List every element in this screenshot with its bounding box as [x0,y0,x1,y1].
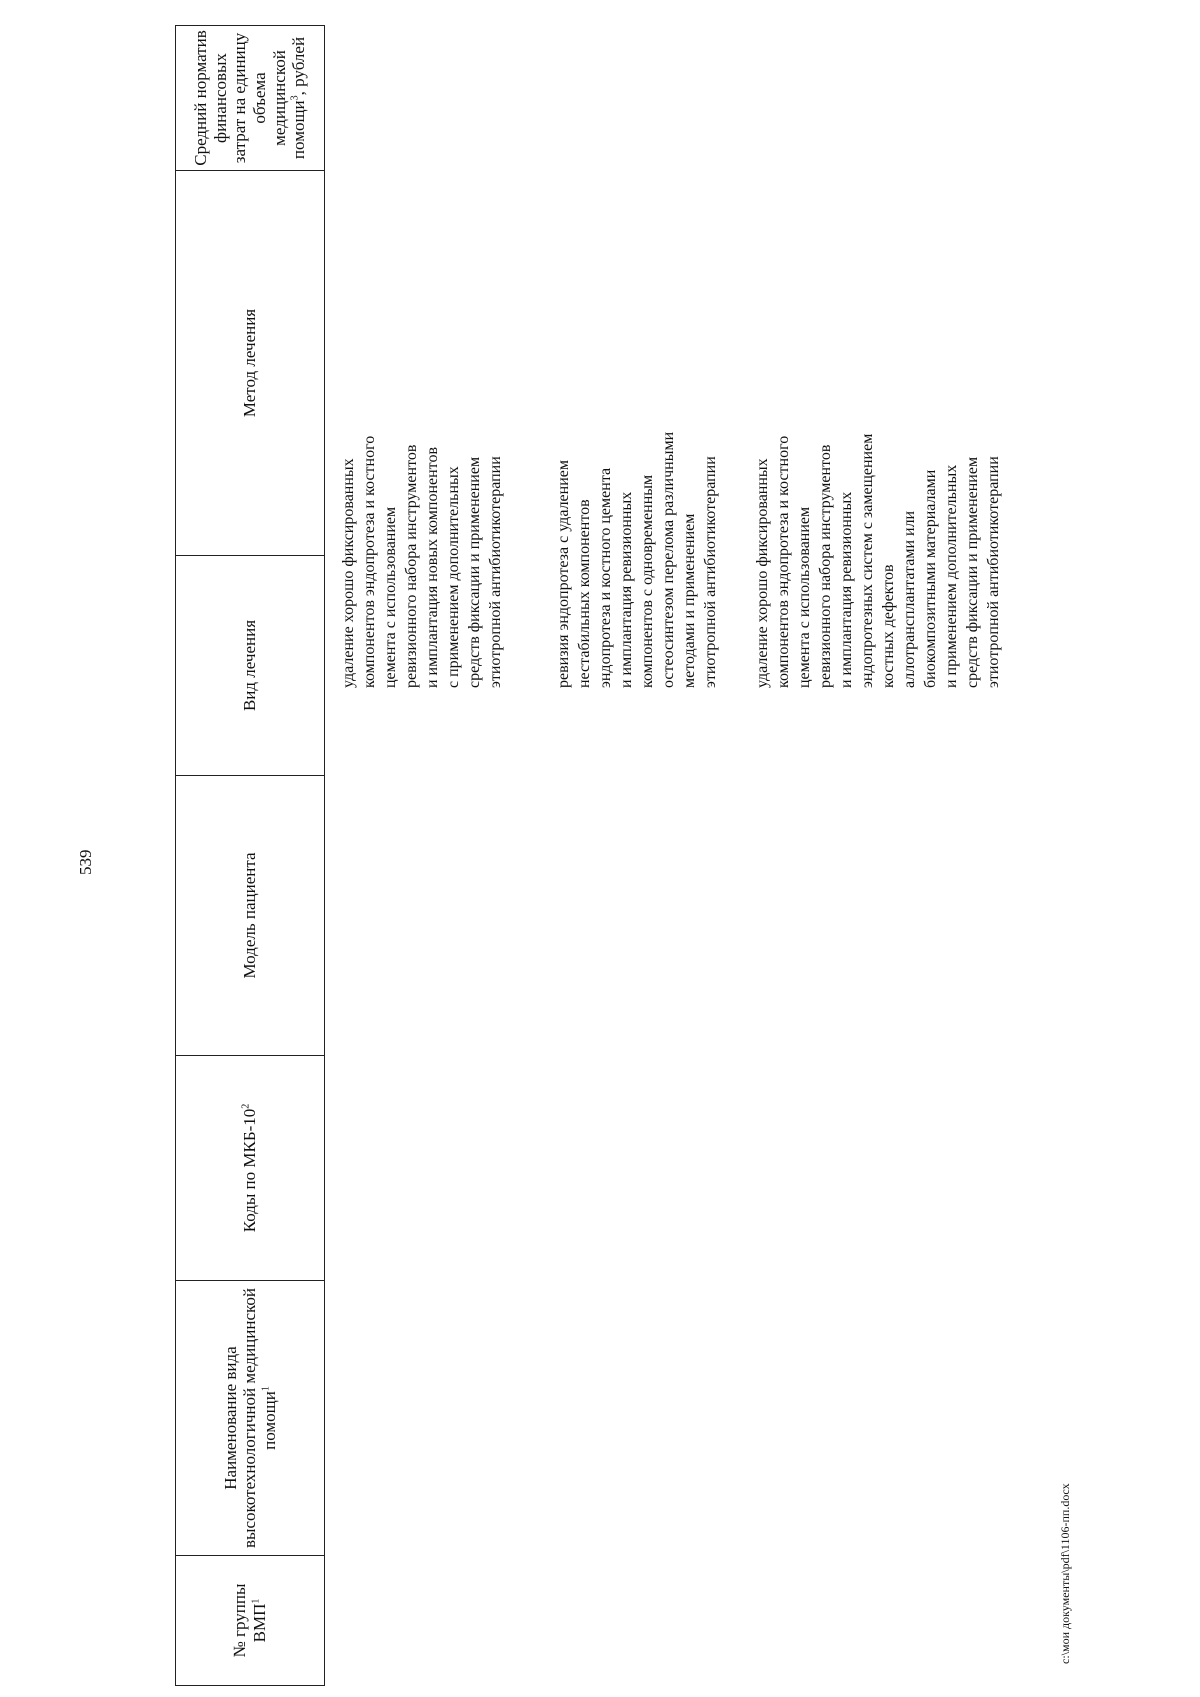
treatment-method-3 [752,248,1004,688]
method-line: цемента с использованием [796,506,813,688]
method-line: и применением дополнительных [943,464,960,688]
method-line: ревизионного набора инструментов [817,444,834,688]
method-line: этиотропной антибиотикотерапии [702,456,719,688]
method-line: этиотропной антибиотикотерапии [487,456,504,688]
header-vmp-name: Наименование вида высокотехнологичной медицинской помощи$^1$ [176,1281,325,1556]
method-line: цемента с использованием [382,506,399,688]
footer-file-path: c:\мои документы\pdf\1106-пп.docx [1058,1483,1072,1664]
method-line: эндопротеза и костного цемента [597,467,614,688]
treatment-method-2 [553,248,721,688]
method-line: биокомпозитными материалами [922,469,939,688]
page-number: 539 [76,849,95,875]
method-line: и имплантация новых компонентов [424,446,441,688]
method-line: ревизионного набора инструментов [403,444,420,688]
method-line: эндопротезных систем с замещением [859,433,876,688]
method-line: нестабильных компонентов [576,499,593,688]
header-treatment-type: Вид лечения [176,556,325,776]
header-icd-codes: Коды по МКБ-$10^2$ [176,1056,325,1281]
method-line: средств фиксации и применением [466,456,483,688]
header-table [175,25,325,1686]
method-line: удаление хорошо фиксированных [754,458,771,688]
method-line: аллотрансплантатами или [901,510,918,688]
method-line: средств фиксации и применением [964,456,981,688]
method-line: ревизия эндопротеза с удалением [555,459,572,688]
method-line: компонентов эндопротеза и костного [361,435,378,688]
method-line: методами и применением [681,513,698,688]
method-line: удаление хорошо фиксированных [340,458,357,688]
method-line: костных дефектов [880,564,897,688]
treatment-method-1 [338,248,506,688]
header-patient-model: Модель пациента [176,776,325,1056]
method-line: компонентов с одновременным [639,474,656,688]
header-group-number: № группы ВМП$^1$ [176,1556,325,1686]
method-line: с применением дополнительных [445,466,462,688]
method-line: остеосинтезом перелома различными [660,431,677,688]
header-cost-norm: Средний норматив финансовых затрат на единицу объема медицинской помощи$^3$, рублей [176,26,325,171]
method-line: и имплантация ревизионных [618,491,635,688]
header-treatment-method: Метод лечения [176,171,325,556]
method-line: этиотропной антибиотикотерапии [985,456,1002,688]
method-line: и имплантация ревизионных [838,491,855,688]
method-line: компонентов эндопротеза и костного [775,435,792,688]
